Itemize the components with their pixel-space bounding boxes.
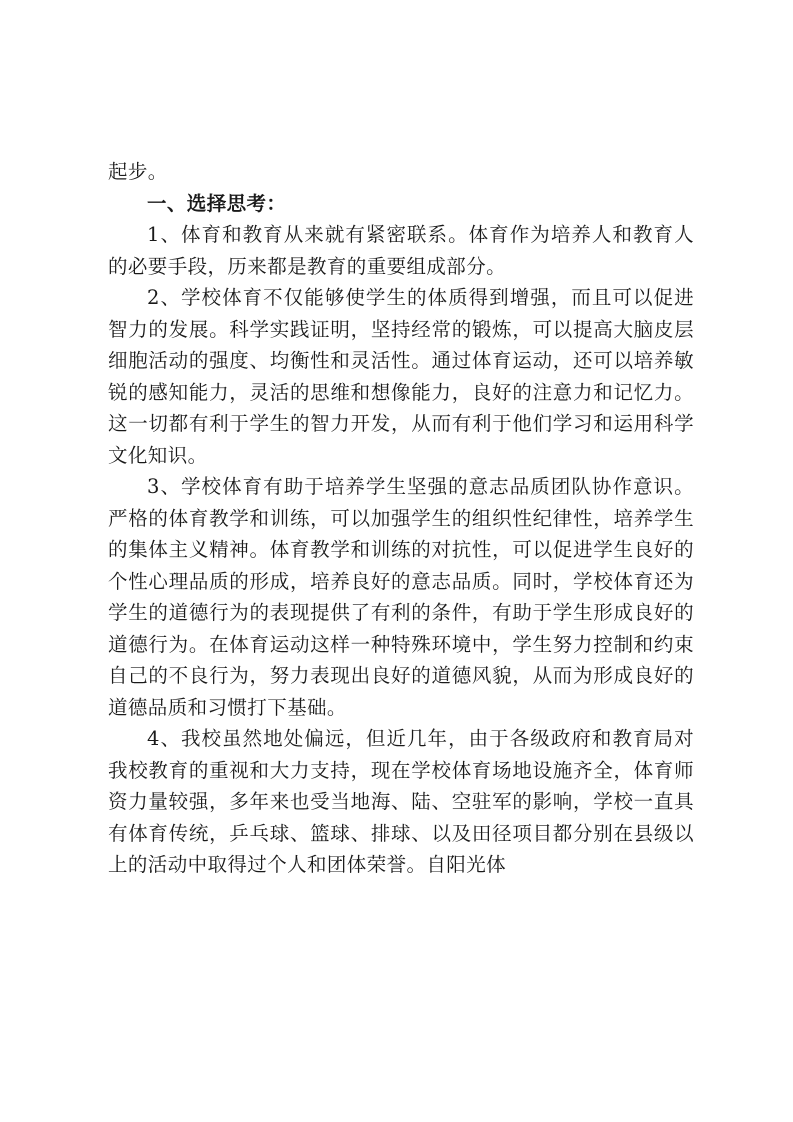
- paragraph-point-3: 3、学校体育有助于培养学生坚强的意志品质团队协作意识。严格的体育教学和训练，可以加强学生的组织性纪律性，培养学生的集体主义精神。体育教学和训练的对抗性，可以促进学生良好的个性心理品质的形成，培养良好的意志品质。同时，学校体育还为学生的道德行为的表现提供了有利的条件，有助于学生形成良好的道德行为。在体育运动这样一种特殊环境中，学生努力控制和约束自己的不良行为，努力表现出良好的道德风貌，从而为形成良好的道德品质和习惯打下基础。: [108, 475, 694, 719]
- document-page: [108, 156, 694, 881]
- paragraph-point-2: 2、学校体育不仅能够使学生的体质得到增强，而且可以促进智力的发展。科学实践证明，坚持经常的锻炼，可以提高大脑皮层细胞活动的强度、均衡性和灵活性。通过体育运动，还可以培养敏锐的感知能力，灵活的思维和想像能力，良好的注意力和记忆力。这一切都有利于学生的智力开发，从而有利于他们学习和运用科学文化知识。: [108, 286, 694, 467]
- section-heading: 一、选择思考：: [147, 191, 287, 215]
- paragraph-point-1: 1、体育和教育从来就有紧密联系。体育作为培养人和教育人的必要手段，历来都是教育的重要组成部分。: [108, 223, 694, 278]
- paragraph-point-4: 4、我校虽然地处偏远，但近几年，由于各级政府和教育局对我校教育的重视和大力支持，现在学校体育场地设施齐全，体育师资力量较强，多年来也受当地海、陆、空驻军的影响，学校一直具有体育传统，乒乓球、篮球、排球、以及田径项目都分别在县级以上的活动中取得过个人和团体荣誉。自阳光体: [108, 727, 694, 876]
- paragraph-continuation: 起步。: [108, 160, 168, 183]
